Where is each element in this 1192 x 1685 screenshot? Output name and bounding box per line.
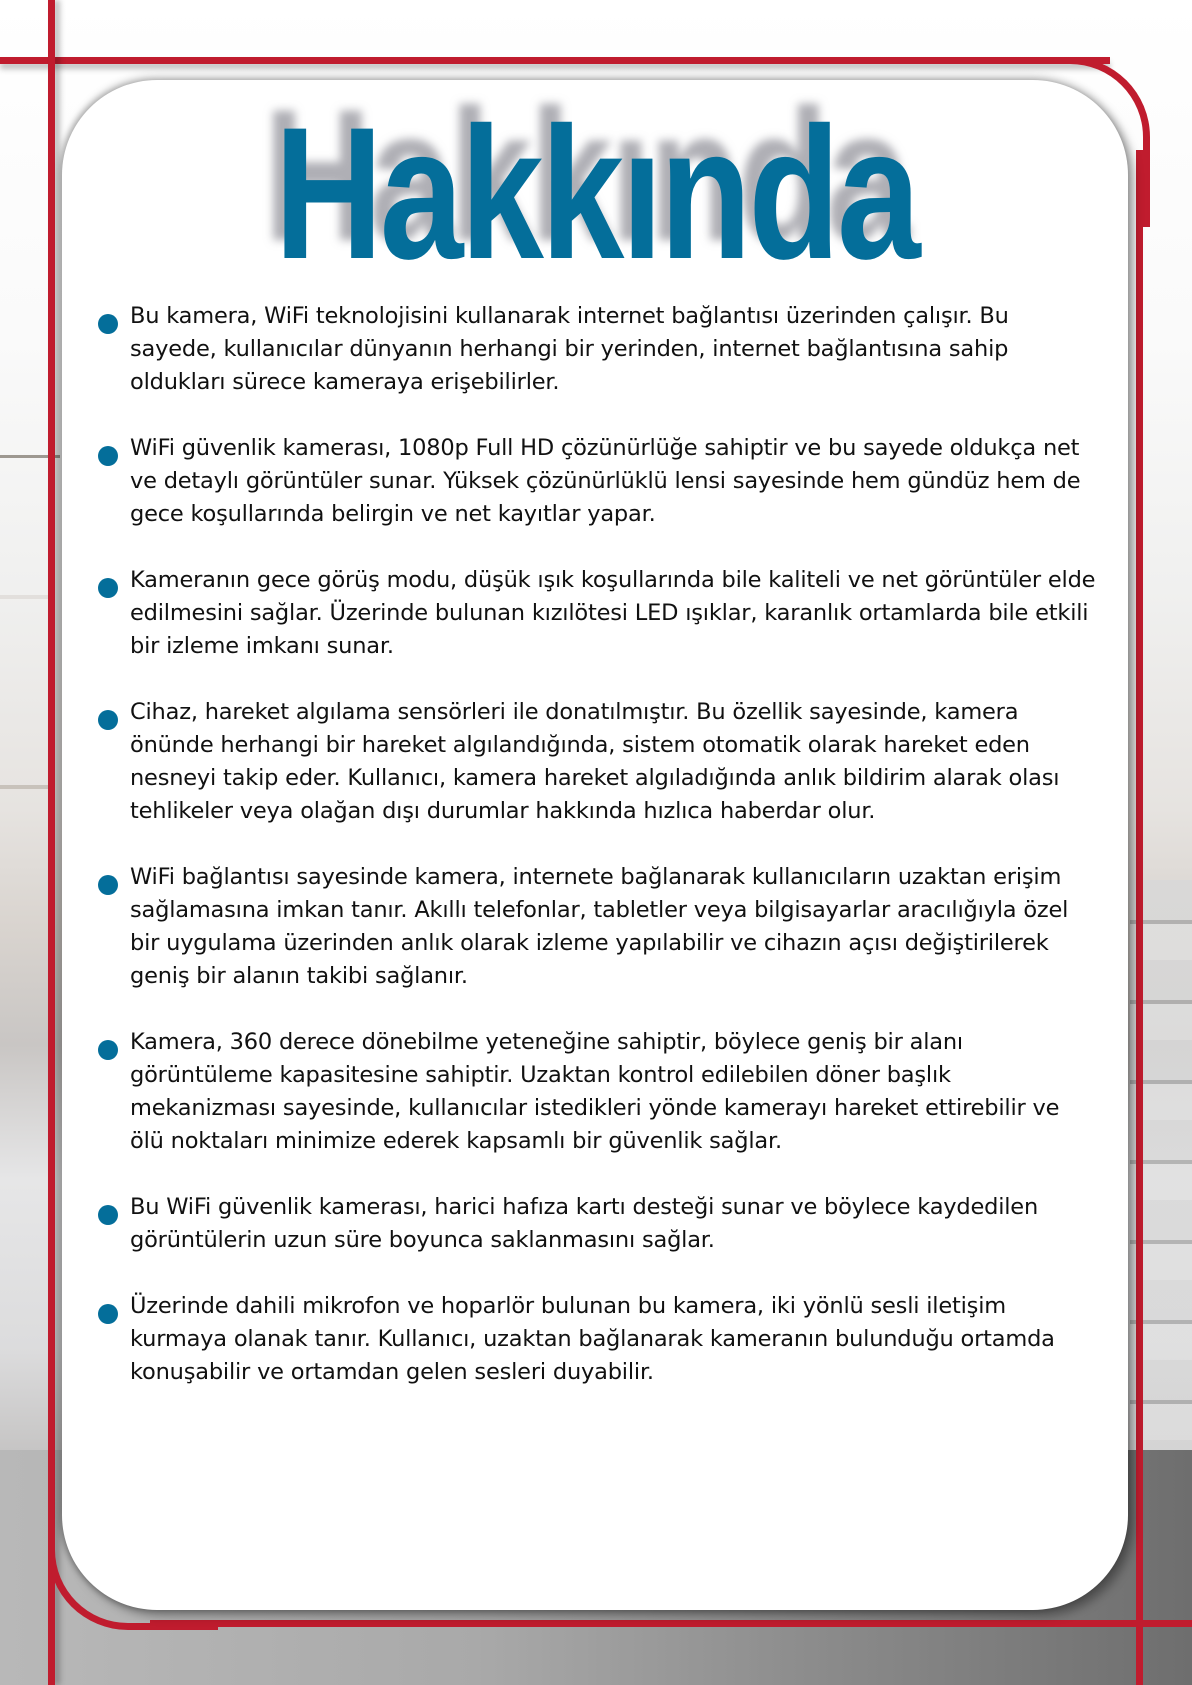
bullet-dot-icon [98,875,118,895]
feature-list [98,300,1098,1389]
frame-line-right [1136,150,1143,1685]
list-item [98,1191,1098,1257]
list-spacer [98,828,1098,861]
bullet-dot-icon [98,1040,118,1060]
bullet-dot-icon [98,446,118,466]
bullet-dot-icon [98,1304,118,1324]
list-item [98,432,1098,531]
list-item-text: Bu kamera, WiFi teknolojisini kullanarak internet bağlantısı üzerinden çalışır. Bu sayede, kullanıcılar dünyanın herhangi bir yerinden, internet bağlantısına sahip oldukları sürece kameraya erişebilirler. [130,303,1009,395]
background-shelf [0,785,55,789]
list-item [98,1290,1098,1389]
list-spacer [98,399,1098,432]
list-spacer [98,663,1098,696]
list-item-text: WiFi bağlantısı sayesinde kamera, internete bağlanarak kullanıcıların uzaktan erişim sağlamasına imkan tanır. Akıllı telefonlar, tabletler veya bilgisayarlar aracılığıyla özel bir uygulama üzerinden anlık olarak izleme yapılabilir ve cihazın açısı değiştirilerek geniş bir alanın takibi sağlanır. [130,864,1069,989]
bullet-dot-icon [98,710,118,730]
list-spacer [98,531,1098,564]
list-item-text: WiFi güvenlik kamerası, 1080p Full HD çözünürlüğe sahiptir ve bu sayede oldukça net ve detaylı görüntüler sunar. Yüksek çözünürlüklü lensi sayesinde hem gündüz hem de gece koşullarında belirgin ve net kayıtlar yapar. [130,435,1081,527]
frame-line-bottom [150,1620,1192,1627]
bullet-dot-icon [98,1205,118,1225]
list-item-text: Bu WiFi güvenlik kamerası, harici hafıza kartı desteği sunar ve böylece kaydedilen görüntülerin uzun süre boyunca saklanmasını sağlar. [130,1194,1039,1253]
list-item [98,861,1098,993]
background-shelf [0,595,55,599]
list-item-text: Kamera, 360 derece dönebilme yeteneğine sahiptir, böylece geniş bir alanı görüntüleme kapasitesine sahiptir. Uzaktan kontrol edilebilen döner başlık mekanizması sayesinde, kullanıcılar istedikleri yönde kamerayı hareket ettirebilir ve ölü noktaları minimize ederek kapsamlı bir güvenlik sağlar. [130,1029,1060,1154]
bullet-dot-icon [98,578,118,598]
list-item [98,564,1098,663]
list-item [98,696,1098,828]
bullet-dot-icon [98,314,118,334]
frame-line-top [0,57,1110,64]
list-spacer [98,993,1098,1026]
list-item-text: Cihaz, hareket algılama sensörleri ile donatılmıştır. Bu özellik sayesinde, kamera önünde herhangi bir hareket algılandığında, sistem otomatik olarak hareket eden nesneyi takip eder. Kullanıcı, kamera hareket algıladığında anlık bildirim alarak olası tehlikeler veya olağan dışı durumlar hakkında hızlıca haberdar olur. [130,699,1060,824]
list-item [98,300,1098,399]
list-item-text: Üzerinde dahili mikrofon ve hoparlör bulunan bu kamera, iki yönlü sesli iletişim kurmaya olanak tanır. Kullanıcı, uzaktan bağlanarak kameranın bulunduğu ortamda konuşabilir ve ortamdan gelen sesleri duyabilir. [130,1293,1055,1385]
list-item [98,1026,1098,1158]
list-spacer [98,1257,1098,1290]
list-spacer [98,1158,1098,1191]
page-title: Hakkında [274,88,918,298]
list-item-text: Kameranın gece görüş modu, düşük ışık koşullarında bile kaliteli ve net görüntüler elde edilmesini sağlar. Üzerinde bulunan kızılötesi LED ışıklar, karanlık ortamlarda bile etkili bir izleme imkanı sunar. [130,567,1096,659]
title-wrapper [0,88,1192,298]
